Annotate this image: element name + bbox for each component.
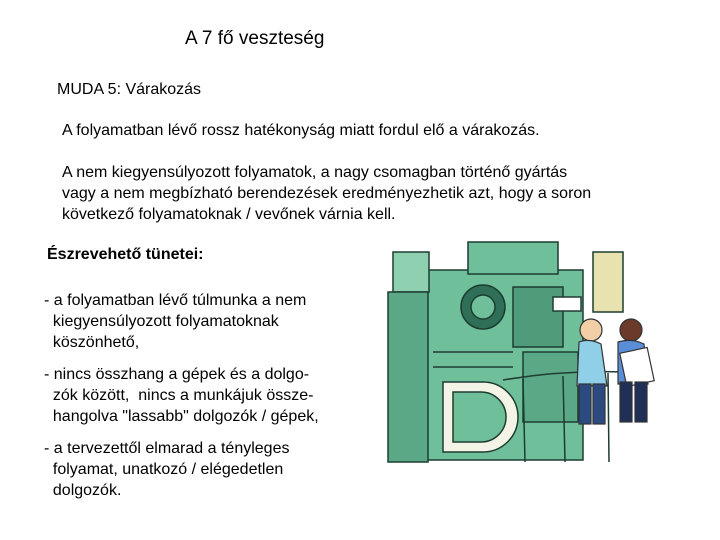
symptom-item (44, 290, 364, 353)
description-line: vagy a nem megbízható berendezések eredményezhetik azt, hogy a soron (62, 185, 592, 202)
symptom-line: kiegyensúlyozott folyamatoknak (44, 313, 279, 330)
description-text (62, 162, 702, 225)
symptom-item (44, 364, 364, 427)
symptom-line: - a folyamatban lévő túlmunka a nem (44, 292, 307, 309)
worker-reading-icon (618, 319, 654, 422)
slide-subtitle: MUDA 5: Várakozás (57, 81, 202, 98)
symptom-line: hangolva "lassabb" dolgozók / gépek, (44, 408, 319, 425)
worker-leaning-icon (577, 319, 607, 424)
slide-title: A 7 fő veszteség (185, 28, 325, 49)
waiting-workers-machine-illustration (373, 232, 663, 482)
symptom-line: zók között, nincs a munkájuk össze- (44, 387, 314, 404)
description-line: A nem kiegyensúlyozott folyamatok, a nagy csomagban történő gyártás (62, 164, 568, 181)
intro-text: A folyamatban lévő rossz hatékonyság miatt fordul elő a várakozás. (62, 122, 540, 139)
symptoms-heading: Észrevehető tünetei: (47, 246, 204, 263)
symptom-item (44, 438, 364, 501)
symptom-line: - a tervezettől elmarad a tényleges (44, 440, 290, 457)
symptom-line: dolgozók. (44, 482, 122, 499)
symptom-line: - nincs összhang a gépek és a dolgo- (44, 366, 310, 383)
description-line: következő folyamatoknak / vevőnek várnia kell. (62, 206, 396, 223)
symptom-line: köszönhető, (44, 334, 140, 351)
symptom-line: folyamat, unatkozó / elégedetlen (44, 461, 284, 478)
